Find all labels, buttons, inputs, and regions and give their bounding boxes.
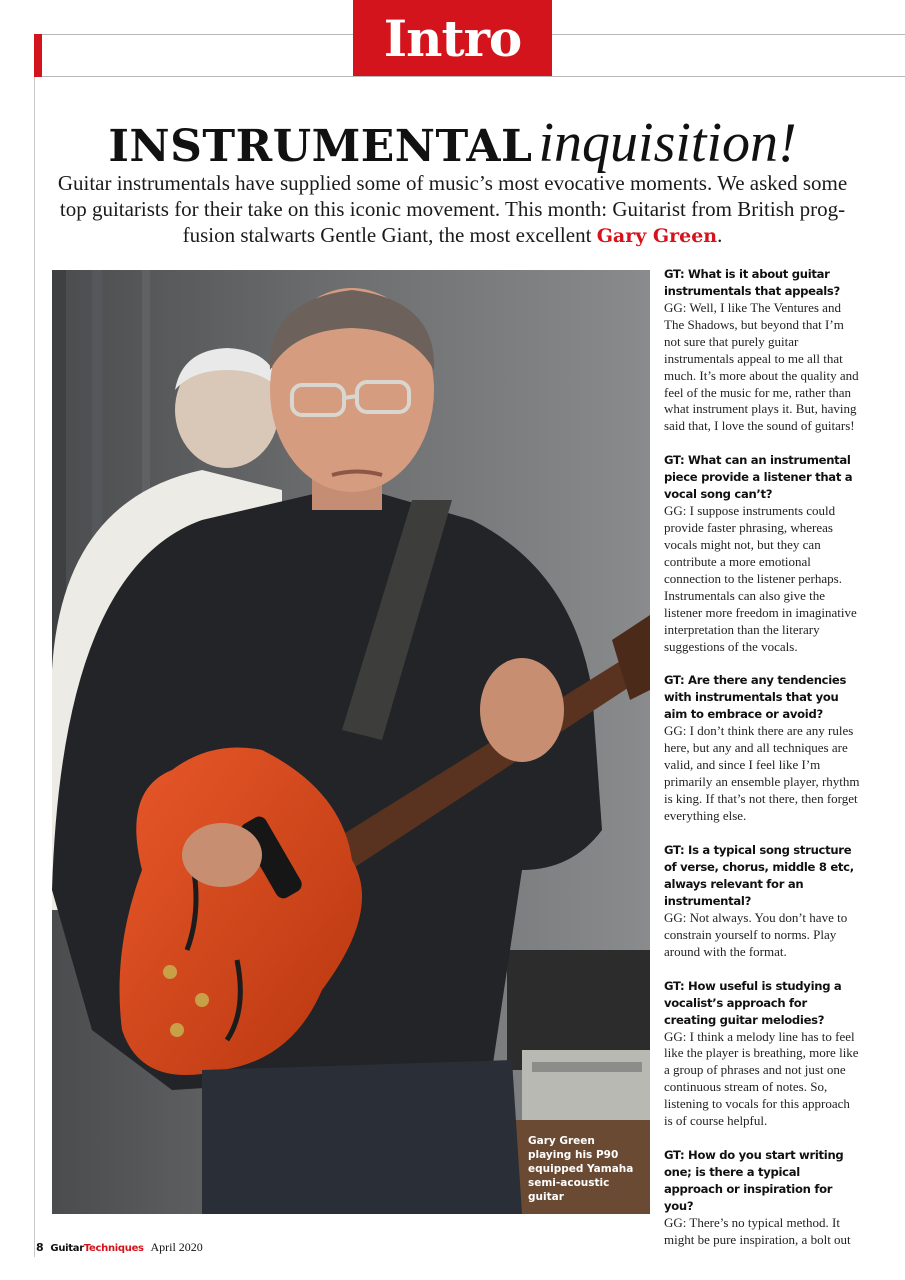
qa-block (664, 842, 860, 961)
answer: GG: I suppose instruments could provide faster phrasing, whereas vocals might not, but they can contribute a more emotional connection to the listener perhaps. Instrumentals can also give the listener more freedom in imaginative interpretation than the literary suggestions of the vocals. (664, 503, 857, 654)
qa-block (664, 452, 860, 655)
qa-block (664, 978, 860, 1130)
title-bold: INSTRUMENTAL (108, 121, 533, 172)
answer: GG: There’s no typical method. It might be pure inspiration, a bolt out (664, 1215, 851, 1247)
section-label: Intro (383, 8, 522, 68)
guitarist-illustration (52, 270, 650, 1214)
answer: GG: I don’t think there are any rules here, but any and all techniques are valid, and since I feel like I’m primarily an ensemble player, rhythm is king. If that’s not there, then forget everything else. (664, 723, 860, 823)
question: GT: How do you start writing one; is there a typical approach or inspiration for you? (664, 1148, 844, 1213)
issue-date: April 2020 (150, 1240, 203, 1254)
qa-block (664, 266, 860, 435)
header-rule (36, 76, 905, 77)
answer: GG: I think a melody line has to feel like the player is breathing, more like a group of phrases and not just one continuous stream of notes. So, listening to vocals for this approach is of course helpful. (664, 1028, 859, 1129)
magazine-name-a: Guitar (50, 1243, 84, 1254)
answer: GG: Well, I like The Ventures and The Shadows, but beyond that I’m not sure that purely guitar instrumentals appeal to me all that much. It’s more about the quality and feel of the music for me, rather than what instrument plays it. But, having said that, I love the sound of guitars! (664, 300, 859, 434)
standfirst-text: Guitar instrumentals have supplied some of music’s most evocative moments. We asked some top guitarists for their take on this iconic movement. This month: Guitarist from British prog-fusion stalwarts Gentle Giant, the most excellent (57, 171, 848, 247)
question: GT: Are there any tendencies with instrumentals that you aim to embrace or avoid? (664, 673, 847, 722)
qa-block (664, 672, 860, 824)
title-italic: inquisition! (538, 112, 797, 174)
folio (36, 1240, 203, 1255)
standfirst-end: . (717, 223, 723, 247)
magazine-name-b: Techniques (83, 1243, 144, 1254)
margin-rule (34, 77, 35, 1257)
feature-photo (52, 270, 650, 1214)
qa-block (664, 1147, 860, 1249)
interview-column (664, 266, 860, 1266)
standfirst (45, 170, 860, 249)
answer: GG: Not always. You don’t have to constrain yourself to norms. Play around with the format. (664, 909, 848, 959)
page-number: 8 (36, 1241, 44, 1254)
standfirst-name: Gary Green (596, 225, 718, 247)
question: GT: What is it about guitar instrumentals that appeals? (664, 267, 840, 298)
header-accent-bar (34, 34, 42, 77)
section-tab (353, 0, 552, 76)
question: GT: How useful is studying a vocalist’s approach for creating guitar melodies? (664, 978, 842, 1027)
question: GT: Is a typical song structure of verse, chorus, middle 8 etc, always relevant for an instrumental? (664, 842, 854, 908)
question: GT: What can an instrumental piece provide a listener that a vocal song can’t? (664, 453, 853, 502)
photo-caption: Gary Green playing his P90 equipped Yamaha semi-acoustic guitar (528, 1135, 634, 1203)
